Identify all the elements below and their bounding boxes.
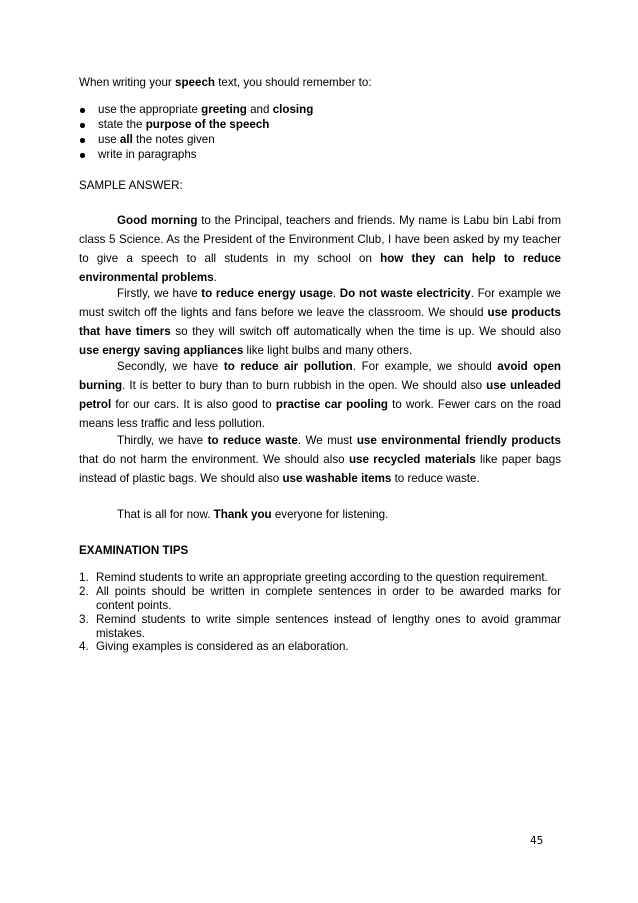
bullet-icon [80,108,85,113]
bullet-icon [80,123,85,128]
speech-paragraph-5: That is all for now. Thank you everyone for listening. [117,508,389,521]
speech-paragraph-3: Secondly, we have to reduce air pollution. For example, we should avoid open burning. It is better to bury than to burn rubbish in the open. We should also use unleaded petrol for our cars. It is also good to practise car pooling to work. Fewer cars on the road means less traffic and less pollution. [79,360,562,431]
sample-answer-heading: SAMPLE ANSWER: [79,179,183,192]
tip-item: 1. Remind students to write an appropriate greeting according to the question requirement. [79,571,548,584]
speech-paragraph-4: Thirdly, we have to reduce waste. We must use environmental friendly products that do not harm the environment. We should also use recycled materials like paper bags instead of plastic bags. We should also use washable items to reduce waste. [79,434,562,486]
page-number: 45 [530,835,544,847]
tip-item: 4. Giving examples is considered as an elaboration. [79,640,349,653]
tip-item: 3. Remind students to write simple sentences instead of lengthy ones to avoid grammar mistakes. [79,613,561,640]
bullet-icon [80,138,85,143]
tip-item: 2. All points should be written in complete sentences in order to be awarded marks for content points. [79,585,561,612]
speech-paragraph-1: Good morning to the Principal, teachers and friends. My name is Labu bin Labi from class 5 Science. As the President of the Environment Club, I have been asked by my teacher to give a speech to all students in my school on how they can help to reduce environmental problems. [79,214,562,285]
document-page: When writing your speech text, you should remember to: use the appropriate greeting and closing state the purpose of the speech use all the notes given write in paragraphs SAMPLE ANSWER: Good morning to the Principal, teachers and friends. My name is Labu bin Labi from class 5 Science. As the President of the Environment Club, I have been asked by my teacher to give a speech to all students in my school on how they can help to reduce environmental problems. Firstly, we have to reduce energy usage. Do not waste electricity. For example we must switch off the lights and fans before we leave the classroom. We should use products that have timers so they will switch off automatically when the time is up. We should also use energy saving appliances like light bulbs and many others. Secondly, we have to reduce air pollution. For example, we should avoid open burning. It is better to bury than to burn rubbish in the open. We should also use unleaded petrol for our cars. It is also good to practise car pooling to work. Fewer cars on the road means less traffic and less pollution. Thirdly, we have to reduce waste. We must use environmental friendly products that do not harm the environment. We should also use recycled materials like paper bags instead of plastic bags. We should also use washable items to reduce waste. That is all for now. Thank you everyone for listening. EXAMINATION TIPS 1. Remind students to write an appropriate greeting according to the question requirement. 2. All points should be written in complete sentences in order to be awarded marks for content points. 3. Remind students to write simple sentences instead of lengthy ones to avoid grammar mistakes. 4. Giving examples is considered as an elaboration. 45 [79,76,562,847]
examination-tips-heading: EXAMINATION TIPS [79,544,189,557]
speech-paragraph-2: Firstly, we have to reduce energy usage. Do not waste electricity. For example we must switch off the lights and fans before we leave the classroom. We should use products that have timers so they will switch off automatically when the time is up. We should also use energy saving appliances like light bulbs and many others. [79,287,562,358]
intro-line: When writing your speech text, you should remember to: [79,76,372,89]
bullet-icon [80,153,85,158]
